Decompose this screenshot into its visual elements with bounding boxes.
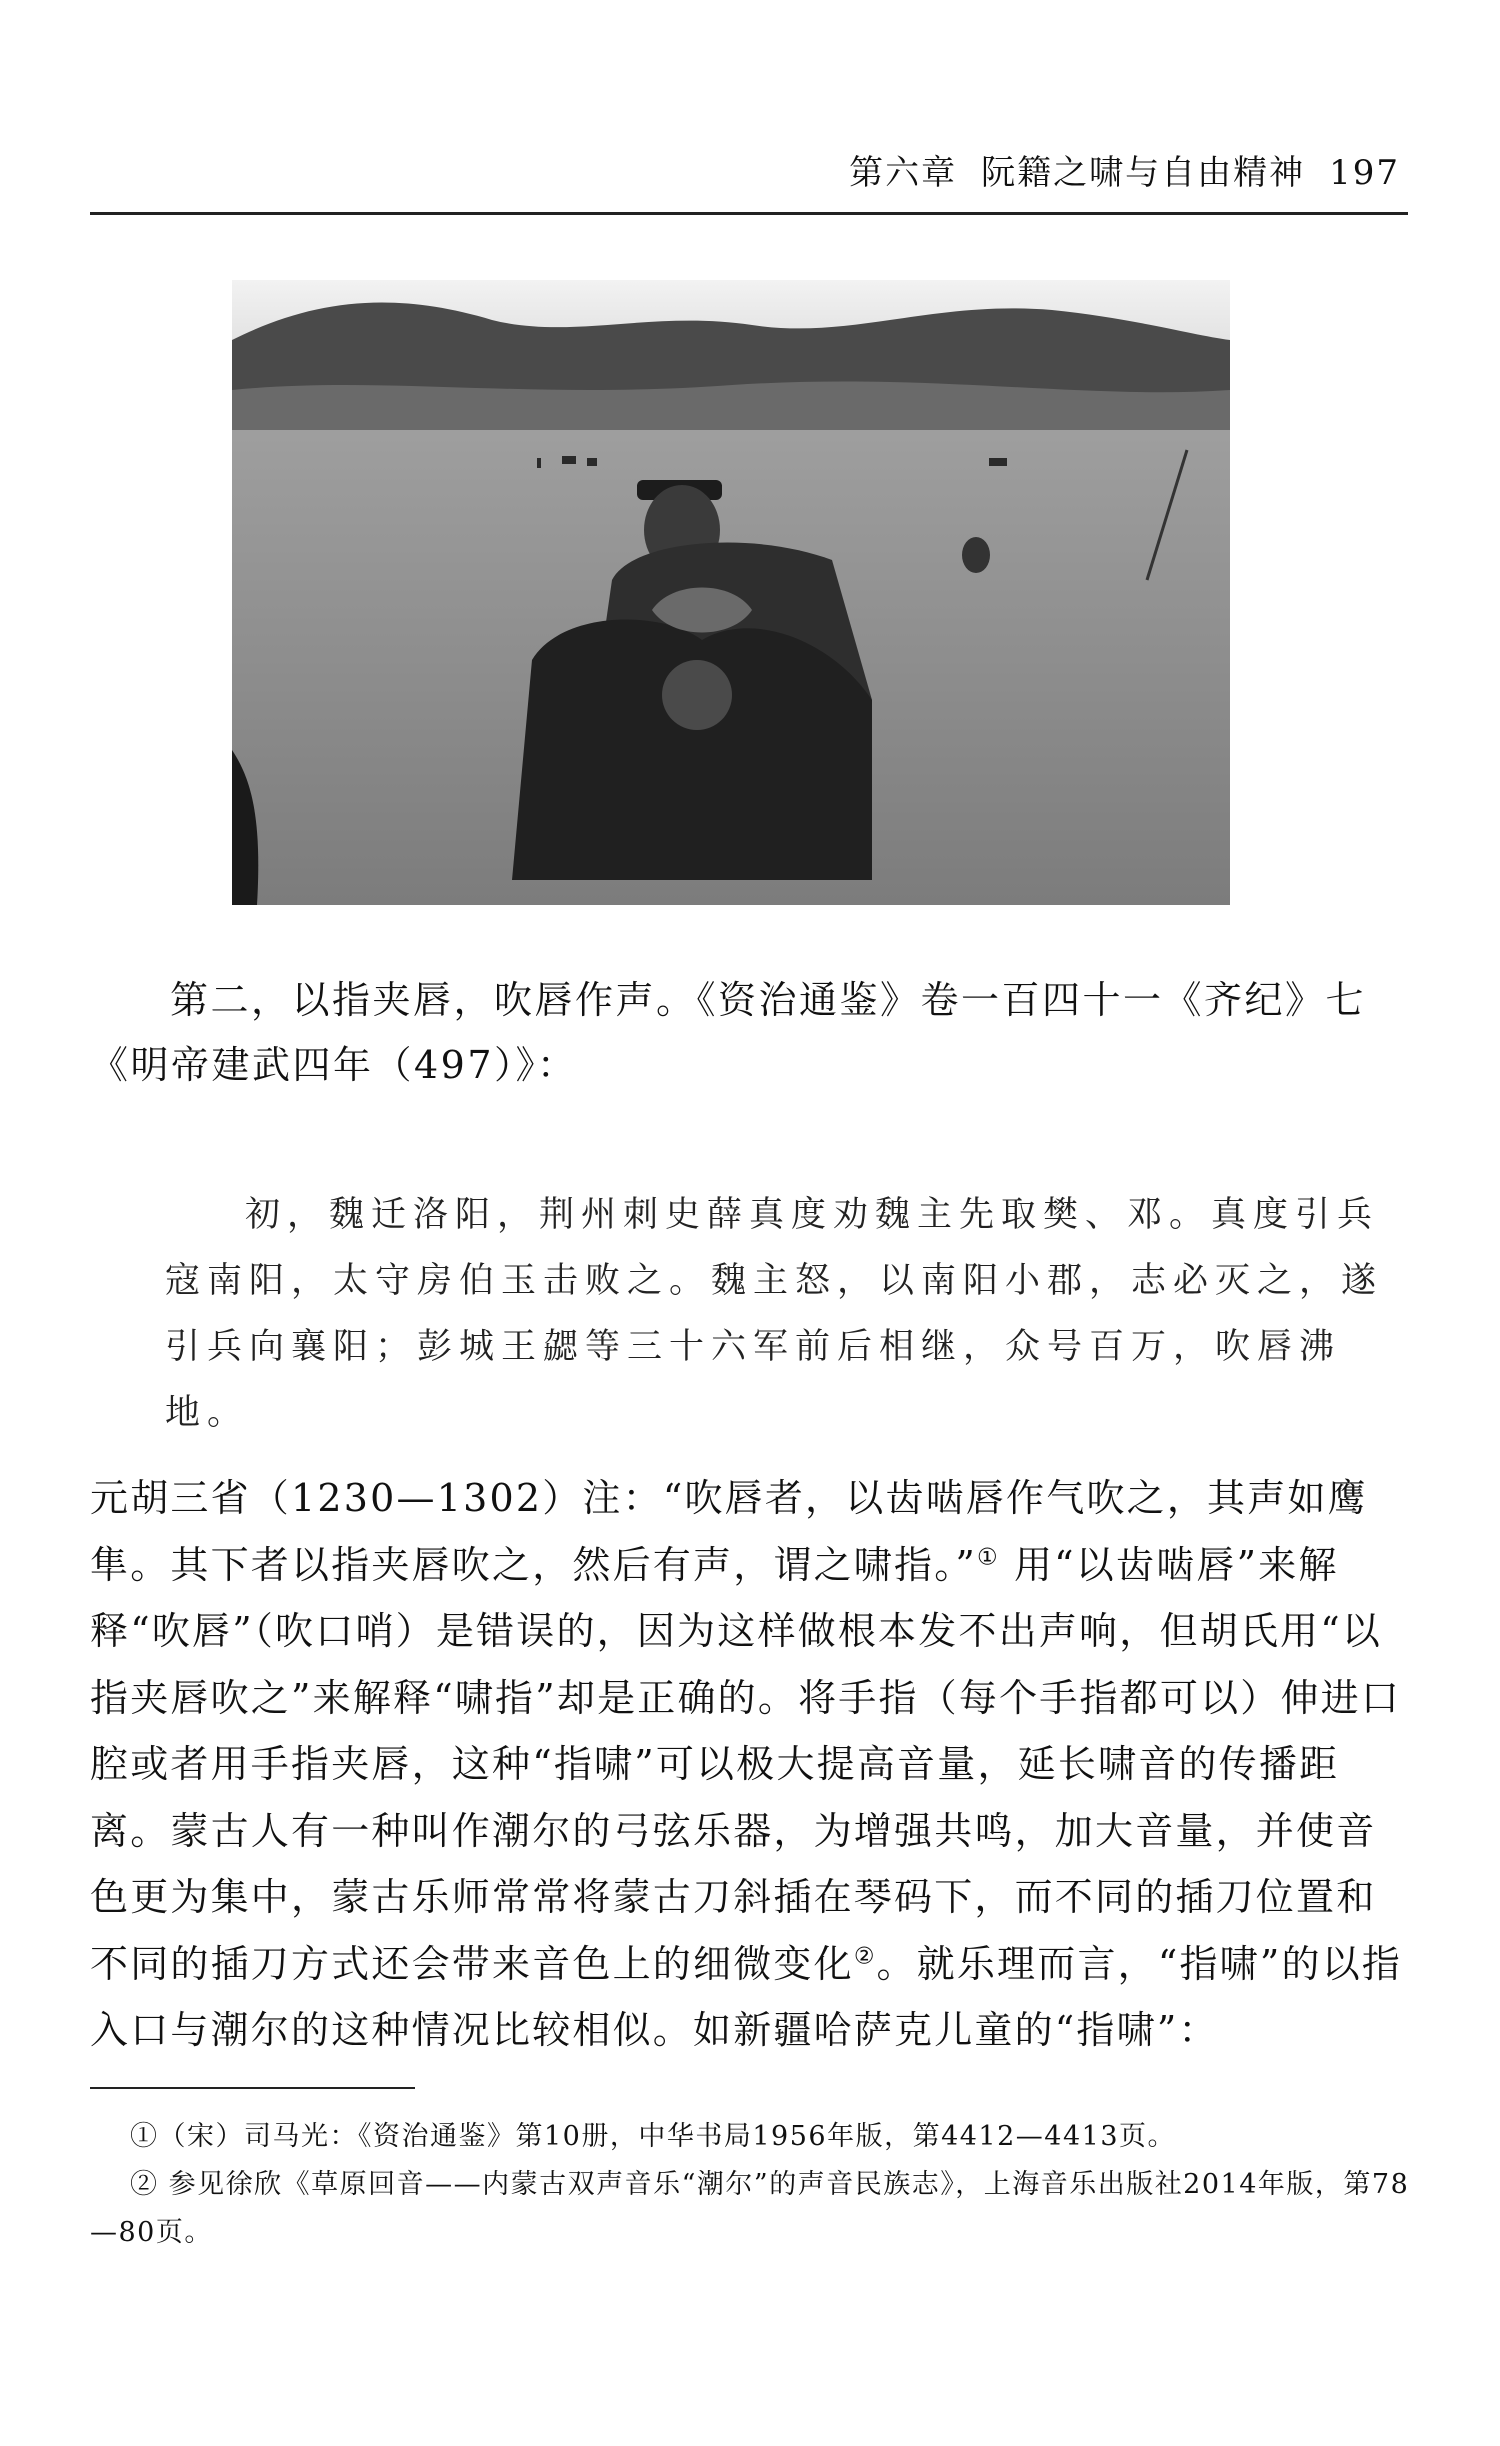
running-header	[90, 145, 1410, 195]
footnote-ref-2[interactable]: ②	[853, 1942, 877, 1969]
chapter-title: 阮籍之啸与自由精神	[981, 153, 1306, 193]
chapter-label: 第六章	[849, 153, 958, 193]
footnote-rule	[90, 2087, 415, 2089]
block-quote: 初，魏迁洛阳，荆州刺史薛真度劝魏主先取樊、邓。真度引兵寇南阳，太守房伯玉击败之。魏主怒，以南阳小郡，志必灭之，遂引兵向襄阳；彭城王勰等三十六军前后相继，众号百万，吹唇沸地。	[165, 1195, 1384, 1433]
photo-illustration	[232, 280, 1230, 905]
footnote-ref-1[interactable]: ①	[977, 1543, 1000, 1570]
paragraph-intro: 第二，以指夹唇，吹唇作声。《资治通鉴》卷一百四十一《齐纪》七《明帝建武四年（497）》：	[90, 978, 1367, 1087]
footnote-2: ② 参见徐欣《草原回音——内蒙古双声音乐“潮尔”的声音民族志》，上海音乐出版社2014年版，第78—80页。	[90, 2169, 1410, 2248]
page-number: 197	[1329, 153, 1400, 193]
commentary-part-3: 。就乐理而言，“指啸”的以指入口与潮尔的这种情况比较相似。如新疆哈萨克儿童的“指啸”：	[90, 1941, 1403, 2052]
commentary-part-2: 用“以齿啮唇”来解释“吹唇”（吹口哨）是错误的，因为这样做根本发不出声响，但胡氏用“以指夹唇吹之”来解释“啸指”却是正确的。将手指（每个手指都可以）伸进口腔或者用手指夹唇，这种“指啸”可以极大提高音量，延长啸音的传播距离。蒙古人有一种叫作潮尔的弓弦乐器，为增强共鸣，加大音量，并使音色更为集中，蒙古乐师常常将蒙古刀斜插在琴码下，而不同的插刀位置和不同的插刀方式还会带来音色上的细微变化	[90, 1542, 1402, 1986]
header-text	[849, 145, 1400, 194]
commentary-part-1: 元胡三省（1230—1302）注：“吹唇者，以齿啮唇作气吹之，其声如鹰隼。其下者以指夹唇吹之，然后有声，谓之啸指。”	[90, 1476, 1368, 1587]
paragraph-commentary	[90, 1465, 1410, 2064]
header-rule	[90, 212, 1408, 215]
footnote-1: ①（宋）司马光：《资治通鉴》第10册，中华书局1956年版，第4412—4413页。	[130, 2121, 1176, 2152]
photograph	[232, 280, 1230, 905]
footnotes	[90, 2113, 1410, 2257]
